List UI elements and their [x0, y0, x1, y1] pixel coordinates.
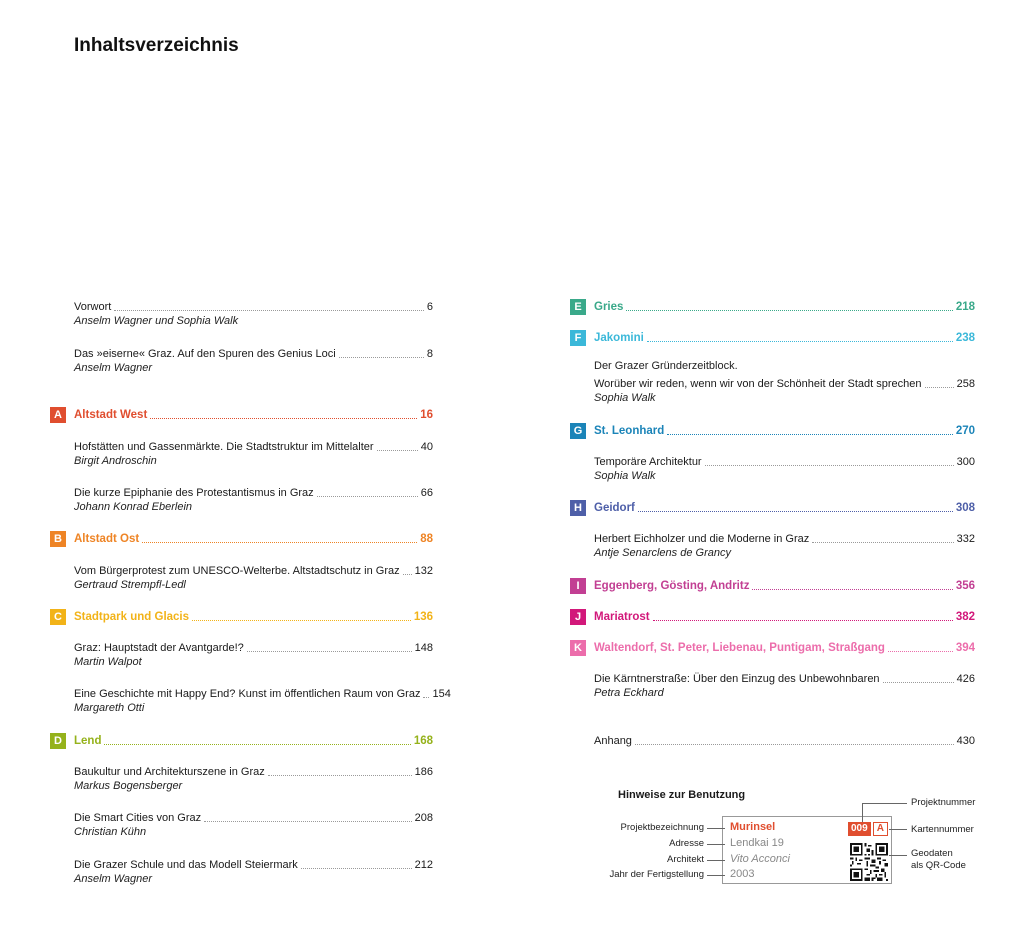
section-heading-b[interactable] — [54, 530, 433, 546]
entry-author: Birgit Androschin — [74, 455, 157, 467]
entry-page: 208 — [414, 812, 433, 824]
entry-title: Baukultur und Architekturszene in Graz — [74, 766, 265, 778]
leader-dots — [247, 651, 412, 652]
page-title: Inhaltsverzeichnis — [74, 35, 239, 56]
section-title: Waltendorf, St. Peter, Liebenau, Puntigam, Straßgang — [594, 642, 885, 654]
toc-entry[interactable] — [74, 345, 433, 361]
section-letter-badge: C — [50, 609, 66, 625]
entry-page: 426 — [956, 673, 975, 685]
connector-line — [707, 844, 725, 845]
section-heading-c[interactable] — [54, 608, 433, 624]
leader-dots — [705, 465, 954, 466]
toc-entry[interactable] — [594, 375, 975, 391]
section-heading-a[interactable] — [54, 406, 433, 422]
leader-dots — [812, 542, 953, 543]
entry-page: 6 — [426, 301, 433, 313]
label-projektbezeichnung: Projektbezeichnung — [620, 822, 704, 833]
section-letter-badge: I — [570, 578, 586, 594]
entry-title: Vorwort — [74, 301, 112, 313]
entry-title: Hofstätten und Gassenmärkte. Die Stadtstruktur im Mittelalter — [74, 441, 374, 453]
entry-page: 186 — [414, 766, 433, 778]
label-adresse: Adresse — [669, 838, 704, 849]
entry-author: Sophia Walk — [594, 470, 656, 482]
section-page: 270 — [955, 425, 975, 437]
section-title: Gries — [594, 301, 624, 313]
entry-author: Johann Konrad Eberlein — [74, 501, 193, 513]
entry-page: 332 — [956, 533, 975, 545]
leader-dots — [626, 310, 952, 311]
section-letter-badge: D — [50, 733, 66, 749]
leader-dots — [423, 697, 429, 698]
leader-dots — [888, 651, 953, 652]
section-page: 136 — [413, 611, 433, 623]
section-title: Eggenberg, Gösting, Andritz — [594, 580, 750, 592]
connector-line — [707, 828, 725, 829]
section-letter-badge: F — [570, 330, 586, 346]
toc-entry[interactable] — [74, 685, 451, 701]
project-number: 009 — [848, 822, 871, 836]
label-kartennummer: Kartennummer — [911, 824, 974, 835]
toc-entry[interactable] — [74, 562, 433, 578]
entry-title: Anhang — [594, 735, 632, 747]
label-projektnummer: Projektnummer — [911, 797, 976, 808]
section-page: 218 — [955, 301, 975, 313]
legend-title: Hinweise zur Benutzung — [618, 789, 746, 801]
section-title: Altstadt West — [74, 409, 148, 421]
entry-title: Graz: Hauptstadt der Avantgarde!? — [74, 642, 244, 654]
entry-page: 258 — [956, 378, 975, 390]
label-architekt: Architekt — [667, 854, 704, 865]
connector-line — [707, 860, 725, 861]
section-letter-badge: A — [50, 407, 66, 423]
section-page: 238 — [955, 332, 975, 344]
section-title: Lend — [74, 735, 102, 747]
example-address: Lendkai 19 — [730, 837, 784, 849]
section-letter-badge: B — [50, 531, 66, 547]
entry-page: 148 — [414, 642, 433, 654]
entry-title: Die Kärntnerstraße: Über den Einzug des Unbewohnbaren — [594, 673, 880, 685]
entry-page: 132 — [414, 565, 433, 577]
leader-dots — [301, 868, 412, 869]
leader-dots — [883, 682, 954, 683]
section-page: 356 — [955, 580, 975, 592]
entry-title: Vom Bürgerprotest zum UNESCO-Welterbe. Altstadtschutz in Graz — [74, 565, 400, 577]
leader-dots — [403, 574, 412, 575]
leader-dots — [638, 511, 953, 512]
entry-title: Worüber wir reden, wenn wir von der Schönheit der Stadt sprechen — [594, 378, 922, 390]
leader-dots — [377, 450, 418, 451]
entry-author: Margareth Otti — [74, 702, 145, 714]
entry-author: Anselm Wagner — [74, 362, 153, 374]
entry-author: Anselm Wagner — [74, 873, 153, 885]
leader-dots — [752, 589, 952, 590]
connector-line — [707, 875, 725, 876]
toc-entry[interactable] — [74, 809, 433, 825]
toc-entry[interactable] — [594, 453, 975, 469]
leader-dots — [317, 496, 418, 497]
section-title: Stadtpark und Glacis — [74, 611, 190, 623]
toc-entry[interactable] — [74, 639, 433, 655]
entry-author: Anselm Wagner und Sophia Walk — [74, 315, 239, 327]
toc-entry[interactable] — [74, 763, 433, 779]
label-jahr: Jahr der Fertigstellung — [609, 869, 704, 880]
example-year: 2003 — [730, 868, 755, 880]
entry-title-line: Der Grazer Gründerzeitblock. — [594, 360, 738, 372]
leader-dots — [114, 310, 424, 311]
connector-line — [889, 829, 907, 830]
section-letter-badge: H — [570, 500, 586, 516]
toc-entry[interactable] — [74, 298, 433, 314]
entry-title: Die Smart Cities von Graz — [74, 812, 202, 824]
leader-dots — [647, 341, 953, 342]
section-title: Altstadt Ost — [74, 533, 140, 545]
entry-author: Markus Bogensberger — [74, 780, 183, 792]
entry-page: 300 — [956, 456, 975, 468]
section-page: 16 — [420, 409, 433, 421]
section-page: 168 — [413, 735, 433, 747]
toc-entry[interactable] — [74, 484, 433, 500]
leader-dots — [104, 744, 410, 745]
connector-line — [889, 855, 907, 856]
toc-entry-anhang[interactable] — [594, 732, 975, 748]
section-letter-badge: J — [570, 609, 586, 625]
section-heading-f[interactable] — [574, 329, 975, 345]
section-title: Geidorf — [594, 502, 635, 514]
entry-page: 212 — [414, 859, 433, 871]
section-letter-badge: E — [570, 299, 586, 315]
entry-author: Christian Kühn — [74, 826, 147, 838]
leader-dots — [925, 387, 954, 388]
section-letter-badge: K — [570, 640, 586, 656]
section-heading-i[interactable] — [576, 577, 975, 593]
entry-title: Temporäre Architektur — [594, 456, 702, 468]
toc-entry[interactable] — [594, 670, 975, 686]
entry-title: Eine Geschichte mit Happy End? Kunst im öffentlichen Raum von Graz — [74, 688, 421, 700]
entry-author: Petra Eckhard — [594, 687, 664, 699]
entry-author: Martin Walpot — [74, 656, 142, 668]
entry-page: 154 — [432, 688, 451, 700]
entry-author: Gertraud Strempfl-Ledl — [74, 579, 186, 591]
section-page: 394 — [955, 642, 975, 654]
section-heading-k[interactable] — [574, 639, 975, 655]
entry-title: Herbert Eichholzer und die Moderne in Graz — [594, 533, 810, 545]
entry-page: 66 — [420, 487, 433, 499]
toc-entry[interactable] — [594, 530, 975, 546]
section-heading-j[interactable] — [574, 608, 975, 624]
section-heading-g[interactable] — [573, 422, 975, 438]
section-page: 382 — [955, 611, 975, 623]
example-name: Murinsel — [730, 821, 776, 833]
section-title: St. Leonhard — [594, 425, 665, 437]
leader-dots — [268, 775, 412, 776]
leader-dots — [653, 620, 953, 621]
label-geodaten: Geodaten — [911, 848, 953, 859]
section-title: Mariatrost — [594, 611, 650, 623]
qr-code-icon — [850, 843, 888, 881]
connector-line — [862, 803, 907, 804]
entry-title: Die Grazer Schule und das Modell Steiermark — [74, 859, 298, 871]
toc-entry[interactable] — [74, 438, 433, 454]
section-heading-d[interactable] — [54, 732, 433, 748]
leader-dots — [150, 418, 417, 419]
leader-dots — [142, 542, 417, 543]
section-title: Jakomini — [594, 332, 644, 344]
map-letter: A — [873, 822, 888, 836]
entry-title: Das »eiserne« Graz. Auf den Spuren des Genius Loci — [74, 348, 336, 360]
section-letter-badge: G — [570, 423, 586, 439]
leader-dots — [204, 821, 411, 822]
section-heading-e[interactable] — [574, 298, 975, 314]
example-architect: Vito Acconci — [730, 853, 790, 865]
label-geodaten-qr: als QR-Code — [911, 860, 966, 871]
entry-author: Sophia Walk — [594, 392, 656, 404]
leader-dots — [192, 620, 411, 621]
entry-page: 8 — [426, 348, 433, 360]
project-number-badge — [848, 822, 888, 836]
section-page: 308 — [955, 502, 975, 514]
leader-dots — [339, 357, 424, 358]
entry-page: 430 — [956, 735, 975, 747]
section-heading-h[interactable] — [574, 499, 975, 515]
entry-page: 40 — [420, 441, 433, 453]
connector-line — [862, 803, 863, 822]
leader-dots — [635, 744, 954, 745]
entry-author: Antje Senarclens de Grancy — [594, 547, 731, 559]
section-page: 88 — [420, 533, 433, 545]
entry-title: Die kurze Epiphanie des Protestantismus in Graz — [74, 487, 314, 499]
toc-entry[interactable] — [74, 856, 433, 872]
leader-dots — [667, 434, 953, 435]
